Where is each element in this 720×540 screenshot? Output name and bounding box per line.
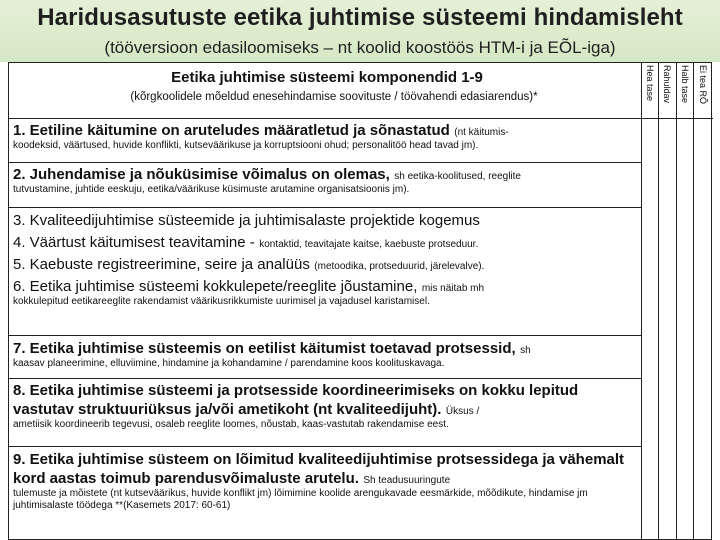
row-divider xyxy=(9,162,641,163)
component-detail: kaasav planeerimine, elluviimine, hindamine ja kohandamine / parendamine koos koolituskavaga. xyxy=(13,358,445,370)
column-header-halb-tase: Halb tase xyxy=(680,65,690,104)
component-row-4 xyxy=(13,233,641,252)
component-detail: tulemuste ja mõistete (nt kutseväärikus, huvide konflikt jm) lõimimine koolide arengukavade eesmärkide, mõõdikute, hindamise jm juhtimisalaste töödega **(Kasemets 2017: 60-61) xyxy=(13,488,588,512)
component-title: 7. Eetika juhtimise süsteemis on eetilist käitumist toetavad protsessid, xyxy=(13,340,516,357)
component-row-6 xyxy=(13,277,641,308)
component-detail: kokkulepitud eetikareeglite rakendamist väärikusrikkumiste uurimisel ja vajadusel karistamisel. xyxy=(13,296,430,308)
component-title: 8. Eetika juhtimise süsteemi ja protsesside koordineerimiseks on kokku lepitud vastutav struktuuriüksus ja/või ametikoht (nt kvaliteedijuht). xyxy=(13,382,579,419)
component-title: 9. Eetika juhtimise süsteem on lõimitud kvaliteedijuhtimise protsessidega ja vähemalt kord aastas toimub parendusvõimaluste arutelu. xyxy=(13,451,625,488)
column-divider xyxy=(676,63,677,539)
column-divider xyxy=(641,63,642,539)
components-subheading: (kõrgkoolidele mõeldud enesehindamise soovituste / töövahendi edasiarendus)* xyxy=(130,91,538,103)
title-banner xyxy=(0,0,720,62)
page-title: Haridusasutuste eetika juhtimise süsteemi hindamisleht xyxy=(37,4,683,31)
component-title: 4. Väärtust käitumisest teavitamine - xyxy=(13,234,255,251)
component-row-7 xyxy=(13,339,641,370)
component-note: Üksus / xyxy=(445,406,480,418)
component-row-9 xyxy=(13,450,641,512)
assessment-table xyxy=(8,62,712,540)
column-header-rahuldav: Rahuldav xyxy=(662,65,672,104)
components-heading: Eetika juhtimise süsteemi komponendid 1-9 xyxy=(171,69,483,86)
component-title: 1. Eetiline käitumine on aruteludes määratletud ja sõnastatud xyxy=(13,122,450,139)
component-note: mis näitab mh xyxy=(421,283,485,294)
column-divider xyxy=(658,63,659,539)
row-divider xyxy=(9,118,713,119)
component-row-8 xyxy=(13,381,641,431)
component-note: kontaktid, teavitajate kaitse, kaebuste protseduur. xyxy=(259,239,479,250)
component-row-5 xyxy=(13,255,641,274)
column-divider xyxy=(693,63,694,539)
component-detail: koodeksid, väärtused, huvide konflikti, kutseväärikuse ja korruptsiooni ohud; personalitöö head tavad jm). xyxy=(13,140,479,152)
page-subtitle: (tööversioon edasiloomiseks – nt koolid koostöös HTM-i ja EÕL-iga) xyxy=(104,38,616,57)
column-header-ei-tea: Ei tea RÕ xyxy=(698,65,708,105)
component-note: sh xyxy=(520,345,531,356)
column-header-hea-tase: Hea tase xyxy=(645,65,655,102)
component-note: Sh teadusuuringute xyxy=(363,475,451,487)
component-row-3 xyxy=(13,211,641,230)
component-title: 3. Kvaliteedijuhtimise süsteemide ja juhtimisalaste projektide kogemus xyxy=(13,212,480,229)
component-detail: tutvustamine, juhtide eeskuju, eetika/väärikuse küsimuste arutamine organisatsioonis jm). xyxy=(13,184,410,196)
component-note: (metoodika, protseduurid, järelevalve). xyxy=(314,261,485,272)
row-divider xyxy=(9,378,641,379)
row-divider xyxy=(9,446,641,447)
component-title: 5. Kaebuste registreerimine, seire ja analüüs xyxy=(13,256,310,273)
component-title: 2. Juhendamise ja nõuküsimise võimalus on olemas, xyxy=(13,166,390,183)
row-divider xyxy=(9,207,641,208)
row-divider xyxy=(9,335,641,336)
component-row-1 xyxy=(13,121,641,152)
component-title: 6. Eetika juhtimise süsteemi kokkulepete/reeglite jõustamine, xyxy=(13,278,418,295)
component-note: (nt käitumis- xyxy=(454,127,509,138)
component-note: sh eetika-koolitused, reeglite xyxy=(394,171,521,182)
component-detail: ametiisik koordineerib tegevusi, osaleb reeglite loomes, nõustab, kaas-vastutab rakendamise eest. xyxy=(13,419,449,431)
component-row-2 xyxy=(13,165,641,196)
